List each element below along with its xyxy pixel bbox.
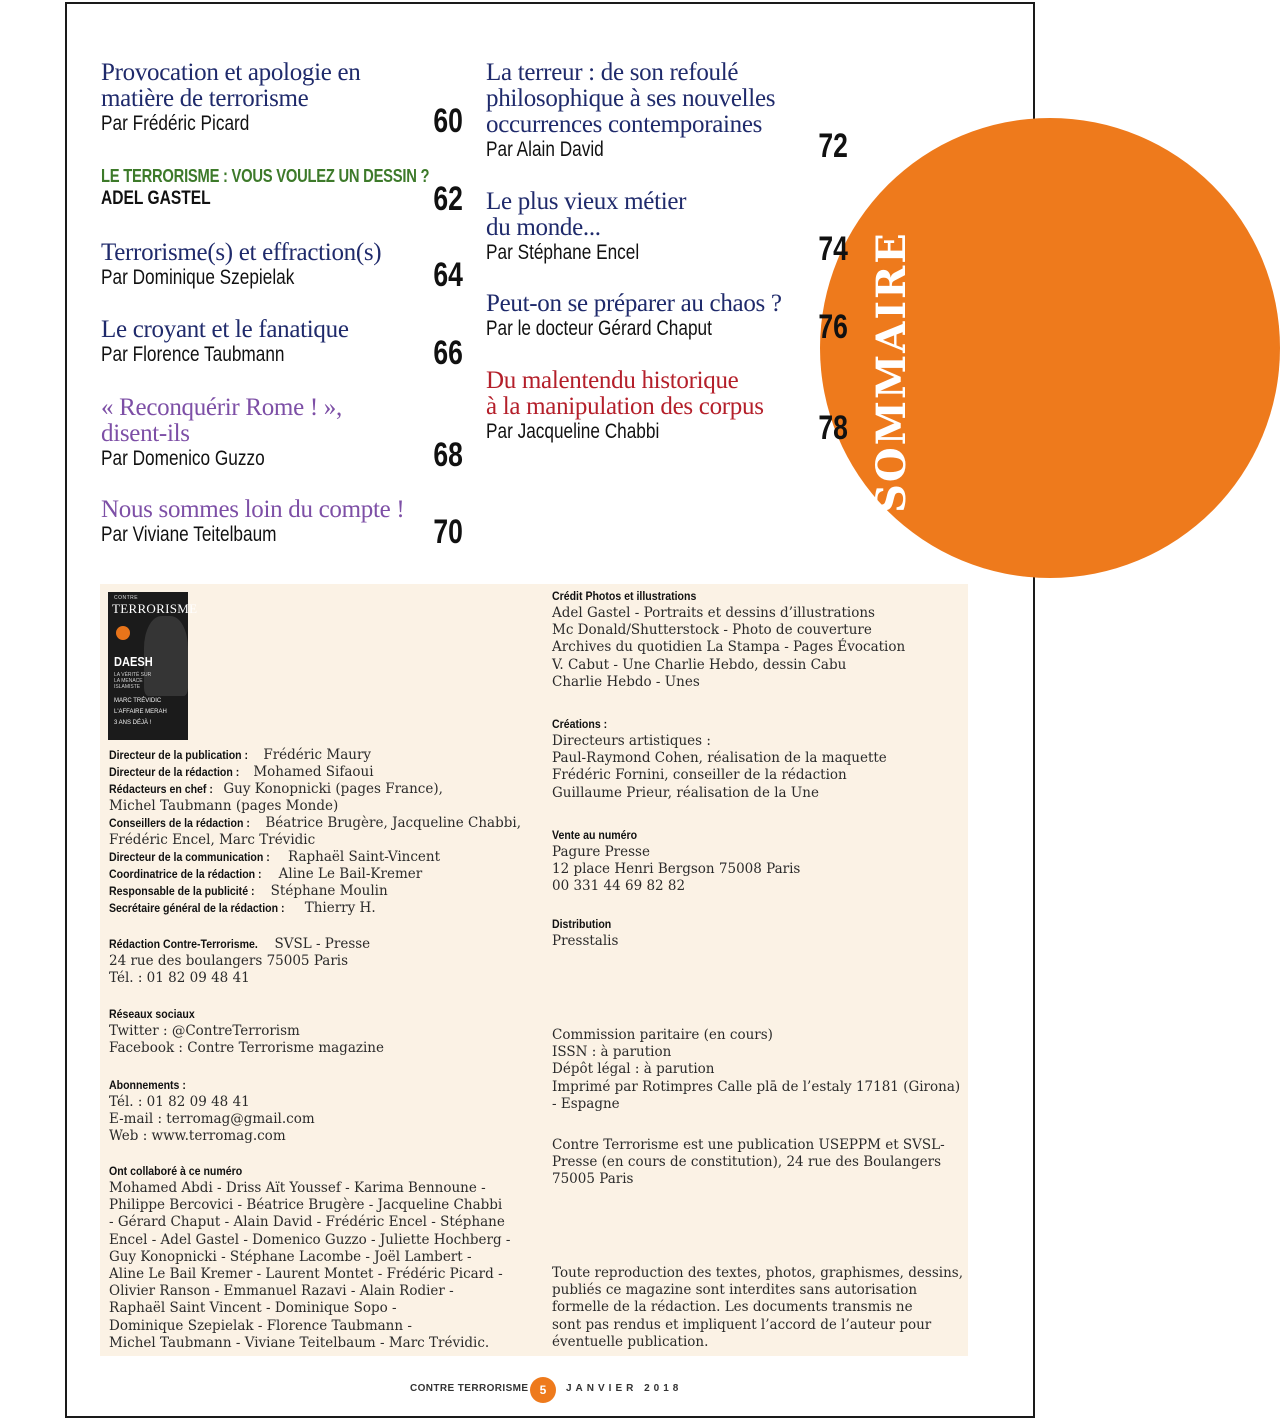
creations-line: Guillaume Prieur, réalisation de la Une [552,784,819,801]
masthead [109,747,521,917]
contributors-line: Aline Le Bail Kremer - Laurent Montet - Frédéric Picard - [109,1266,503,1283]
masthead-key: Coordinatrice de la rédaction : [109,867,262,881]
legal-line: ISSN : à parution [552,1044,672,1061]
cover-line: L'AFFAIRE MERAH [114,709,167,715]
toc-entry[interactable] [486,189,686,265]
toc-page-number: 66 [433,334,463,372]
masthead-key: Rédacteurs en chef : [109,782,213,796]
contributors-line: Dominique Szepielak - Florence Taubmann - [109,1317,412,1334]
contributors-heading: Ont collaboré à ce numéro [109,1164,243,1178]
reproduction-line: sont pas rendus et impliquent l’accord de l’auteur pour [552,1316,932,1333]
toc-entry[interactable] [101,395,342,471]
contributors-line: Raphaël Saint Vincent - Dominique Sopo - [109,1300,397,1317]
toc-title: Peut-on se préparer au chaos ? [486,290,782,317]
contributors-line: Michel Taubmann - Viviane Teitelbaum - Marc Trévidic. [109,1334,490,1351]
cover-lines [114,696,167,729]
toc-page-number: 74 [818,230,848,268]
toc-author: Par Jacqueline Chabbi [486,420,660,443]
masthead-key: Secrétaire général de la rédaction : [109,901,285,915]
toc-title: La terreur : de son refoulé [486,59,739,86]
masthead-line [109,849,521,866]
redaction-address: 24 rue des boulangers 75005 Paris [109,953,349,969]
masthead-line [109,832,521,849]
creations-line: Paul-Raymond Cohen, réalisation de la maquette [552,750,887,767]
masthead-key: Directeur de la publication : [109,748,249,762]
toc-page-number: 70 [433,513,463,551]
contributors-block [109,1163,511,1352]
cover-badge [116,626,130,640]
masthead-key: Responsable de la publicité : [109,884,255,898]
legal-line: - Espagne [552,1095,620,1112]
masthead-value: Frédéric Maury [259,747,372,763]
toc-author: Par Florence Taubmann [101,343,285,366]
publication-line: Contre Terrorisme est une publication USEPPM et SVSL- [552,1137,945,1153]
toc-title: LE TERRORISME : VOUS VOULEZ UN DESSIN ? [101,166,430,186]
toc-page-number: 78 [818,409,848,447]
toc-title: occurrences contemporaines [486,111,763,138]
toc-author: Par Viviane Teitelbaum [101,523,277,546]
footer-page-number: 5 [530,1377,556,1403]
credits-line: Archives du quotidien La Stampa - Pages Évocation [552,639,906,656]
masthead-value: Frédéric Encel, Marc Trévidic [109,832,316,848]
creations-block [552,716,887,802]
toc-title: à la manipulation des corpus [486,393,764,420]
toc-title: Provocation et apologie en [101,59,361,86]
cover-line: MARC TRÉVIDIC [114,698,162,704]
legal-line: Dépôt légal : à parution [552,1061,715,1078]
sommaire-label: SOMMAIRE [868,231,915,513]
reproduction-line: formelle de la rédaction. Les documents transmis ne [552,1299,913,1316]
toc-author: Par le docteur Gérard Chaput [486,317,712,340]
reproduction-line: éventuelle publication. [552,1333,709,1350]
masthead-key: Conseillers de la rédaction : [109,816,250,830]
toc-title: « Reconquérir Rome ! », [101,394,342,421]
redaction-block [109,936,370,987]
legal-line: Commission paritaire (en cours) [552,1027,773,1043]
masthead-line [109,798,521,815]
toc-title: Le plus vieux métier [486,188,687,215]
credits-line: Mc Donald/Shutterstock - Photo de couverture [552,622,872,639]
masthead-value: Thierry H. [300,900,376,916]
legal-line: Imprimé par Rotimpres Calle plā de l’estaly 17181 (Girona) [552,1078,961,1095]
sales-line: 00 331 44 69 82 82 [552,878,686,895]
masthead-value: Béatrice Brugère, Jacqueline Chabbi, [261,815,521,831]
masthead-value: Guy Konopnicki (pages France), [219,781,443,797]
masthead-value: Raphaël Saint-Vincent [283,849,441,865]
social-facebook: Facebook : Contre Terrorisme magazine [109,1040,384,1057]
masthead-line [109,900,521,917]
credits-block [552,588,905,691]
toc-page-number: 72 [818,127,848,165]
legal-block [552,1027,960,1113]
toc-page-number: 68 [433,436,463,474]
subscriptions-web: Web : www.terromag.com [109,1128,286,1145]
redaction-value: SVSL - Presse [270,936,371,952]
contributors-line: Olivier Ranson - Emmanuel Razavi - Alain Rodier - [109,1283,454,1300]
toc-entry[interactable] [486,291,782,341]
toc-entry[interactable] [486,368,764,444]
cover-brand-small: CONTRE [114,595,139,601]
reproduction-line: publiés ce magazine sont interdites sans autorisation [552,1282,918,1299]
toc-entry[interactable] [101,60,361,136]
masthead-line [109,883,521,900]
toc-author: Par Alain David [486,138,604,161]
credits-line: V. Cabut - Une Charlie Hebdo, dessin Cabu [552,656,847,673]
cover-brand: TERRORISME [112,601,198,616]
reproduction-notice [552,1265,963,1351]
distribution-block [552,916,619,950]
creations-line: Directeurs artistiques : [552,733,711,749]
masthead-value: Mohamed Sifaoui [249,764,374,780]
creations-line: Frédéric Fornini, conseiller de la rédaction [552,767,847,784]
toc-entry[interactable] [101,317,349,367]
toc-author: Par Dominique Szepielak [101,266,295,289]
social-heading: Réseaux sociaux [109,1007,195,1021]
toc-entry[interactable] [486,60,775,162]
toc-page-number: 76 [818,308,848,346]
credits-line: Charlie Hebdo - Unes [552,673,700,690]
toc-author: Par Stéphane Encel [486,241,640,264]
footer-magazine-name: CONTRE TERRORISME [410,1383,529,1394]
toc-title: Nous sommes loin du compte ! [101,496,405,523]
sales-heading: Vente au numéro [552,828,638,842]
reproduction-line: Toute reproduction des textes, photos, graphismes, dessins, [552,1265,963,1281]
masthead-line [109,866,521,883]
sales-line: Pagure Presse [552,844,650,860]
contributors-line: - Gérard Chaput - Alain David - Frédéric Encel - Stéphane [109,1214,505,1231]
credits-line: Adel Gastel - Portraits et dessins d’illustrations [552,605,875,621]
toc-title: disent-ils [101,420,190,447]
contributors-line: Mohamed Abdi - Driss Aït Youssef - Karima Bennoune - [109,1180,486,1196]
masthead-key: Directeur de la rédaction : [109,765,240,779]
toc-title: philosophique à ses nouvelles [486,85,776,112]
cover-headline: DAESH [114,654,153,669]
masthead-value: Michel Taubmann (pages Monde) [109,798,339,814]
sales-line: 12 place Henri Bergson 75008 Paris [552,861,801,878]
toc-page-number: 62 [433,180,463,218]
toc-entry[interactable] [101,240,381,290]
distribution-line: Presstalis [552,933,619,949]
masthead-line [109,764,521,781]
cover-line: 3 ANS DÉJÀ ! [114,720,152,726]
redaction-key: Rédaction Contre-Terrorisme. [109,937,258,951]
masthead-line [109,747,521,764]
subscriptions-email: E-mail : terromag@gmail.com [109,1111,315,1128]
subscriptions-heading: Abonnements : [109,1078,186,1092]
footer-date: JANVIER 2018 [566,1383,683,1394]
masthead-line [109,781,521,798]
toc-title: du monde... [486,214,601,241]
creations-heading: Créations : [552,717,608,731]
masthead-key: Directeur de la communication : [109,850,270,864]
publication-block [552,1137,945,1189]
contributors-line: Encel - Adel Gastel - Domenico Guzzo - Juliette Hochberg - [109,1231,511,1248]
masthead-line [109,815,521,832]
publication-line: Presse (en cours de constitution), 24 rue des Boulangers [552,1154,942,1171]
subscriptions-phone: Tél. : 01 82 09 48 41 [109,1094,250,1110]
distribution-heading: Distribution [552,917,612,931]
contributors-line: Guy Konopnicki - Stéphane Lacombe - Joël Lambert - [109,1248,472,1265]
redaction-phone: Tél. : 01 82 09 48 41 [109,970,250,987]
toc-author: Par Domenico Guzzo [101,447,265,470]
credits-heading: Crédit Photos et illustrations [552,589,697,603]
cover-thumbnail[interactable] [108,592,198,740]
toc-author: Par Frédéric Picard [101,112,250,135]
toc-title: Le croyant et le fanatique [101,316,349,343]
social-block [109,1006,384,1057]
toc-title: Terrorisme(s) et effraction(s) [101,239,382,266]
toc-entry[interactable] [101,497,404,547]
publication-line: 75005 Paris [552,1171,634,1188]
toc-title: matière de terrorisme [101,85,309,112]
subscriptions-block [109,1077,315,1146]
toc-page-number: 60 [433,102,463,140]
toc-title: Du malentendu historique [486,367,739,394]
masthead-value: Aline Le Bail-Kremer [274,866,423,882]
toc-author: ADEL GASTEL [101,188,211,209]
toc-page-number: 64 [433,256,463,294]
social-twitter: Twitter : @ContreTerrorism [109,1023,300,1039]
sales-block [552,827,800,896]
masthead-value: Stéphane Moulin [266,883,388,899]
cover-subtitle: LA VÉRITÉ SUR LA MENACE ISLAMISTE [114,672,152,690]
contributors-line: Philippe Bercovici - Béatrice Brugère - Jacqueline Chabbi [109,1197,503,1214]
